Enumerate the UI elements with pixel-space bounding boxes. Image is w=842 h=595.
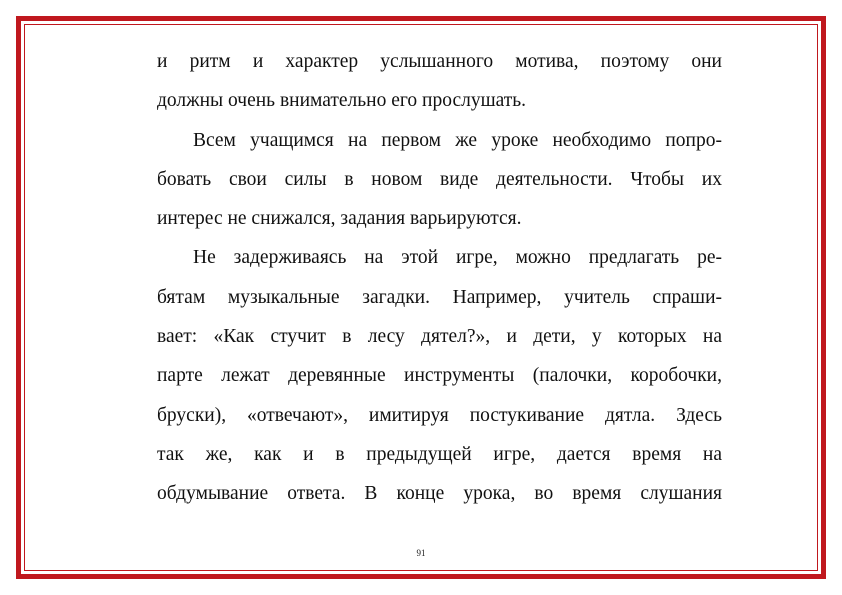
text-line: интерес не снижался, задания варьируются. xyxy=(157,208,522,230)
text-line: Всем учащимся на первом же уроке необходимо попро- xyxy=(193,129,722,151)
text-line: вает: «Как стучит в лесу дятел?», и дети, у которых на xyxy=(157,326,722,348)
text-line: бятам музыкальные загадки. Например, учитель спраши- xyxy=(157,286,722,308)
text-line: так же, как и в предыдущей игре, дается время на xyxy=(157,443,722,465)
text-line: должны очень внимательно его прослушать. xyxy=(157,90,527,112)
text-line: и ритм и характер услышанного мотива, поэтому они xyxy=(157,51,722,72)
text-line: парте лежат деревянные инструменты (палочки, коробочки, xyxy=(157,365,722,387)
page-text xyxy=(157,42,722,514)
text-line: обдумывание ответа. В конце урока, во время слушания xyxy=(157,483,722,505)
text-line: бовать свои силы в новом виде деятельности. Чтобы их xyxy=(157,168,722,190)
text-line: бруски), «отвечают», имитируя постукивание дятла. Здесь xyxy=(157,404,722,426)
text-line: Не задерживаясь на этой игре, можно предлагать ре- xyxy=(193,247,722,269)
page-number: 91 xyxy=(416,548,426,558)
